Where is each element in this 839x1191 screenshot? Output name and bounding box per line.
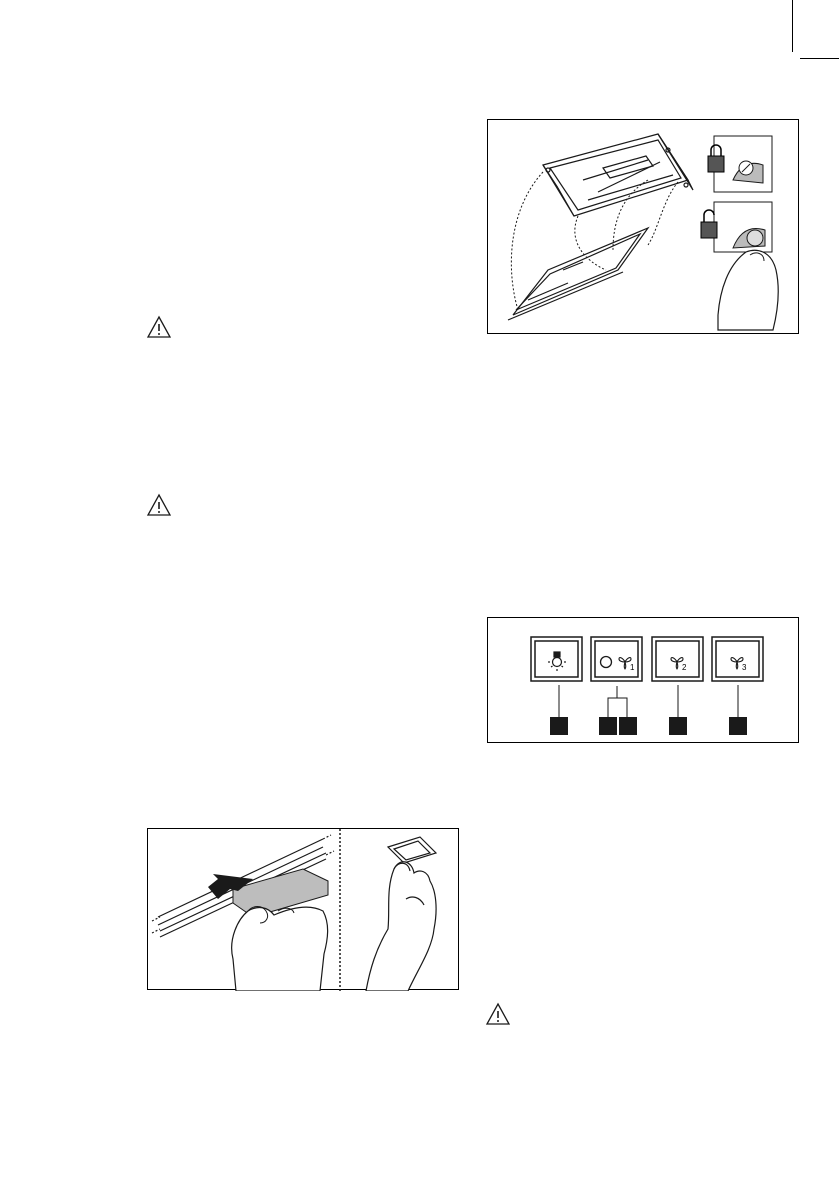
grease-filter-figure [147,828,459,990]
callout-4 [669,717,687,735]
warning-triangle-icon [485,1002,511,1026]
callout-3 [619,717,637,735]
lamp-cover-figure [487,119,799,334]
hand-illustration [718,250,778,330]
fan-subscript: 2 [682,663,687,672]
crop-mark-vertical [792,0,793,52]
locked-detail [708,136,772,192]
callout-2 [599,717,617,735]
filter-clip-illustration [366,837,436,991]
lamp-cover-panel [513,228,648,315]
hand-illustration [232,907,328,991]
fan-subscript: 1 [630,663,635,672]
warning-triangle-icon [146,493,172,517]
control-panel-diagram [488,618,800,744]
crop-mark-horizontal [800,58,839,59]
grease-filter-removal-illustration [148,829,460,991]
light-button [531,637,582,681]
callout-1 [550,717,568,735]
fan2-button [652,637,703,681]
callout-markers [550,717,747,735]
control-panel-figure [487,617,799,743]
callout-5 [729,717,747,735]
off-fan1-button [591,637,642,681]
unlocked-detail [701,202,778,330]
fan-subscript: 3 [742,663,747,672]
fan3-button [712,637,763,681]
lamp-cover-removal-illustration [488,120,800,335]
warning-triangle-icon [146,315,172,339]
